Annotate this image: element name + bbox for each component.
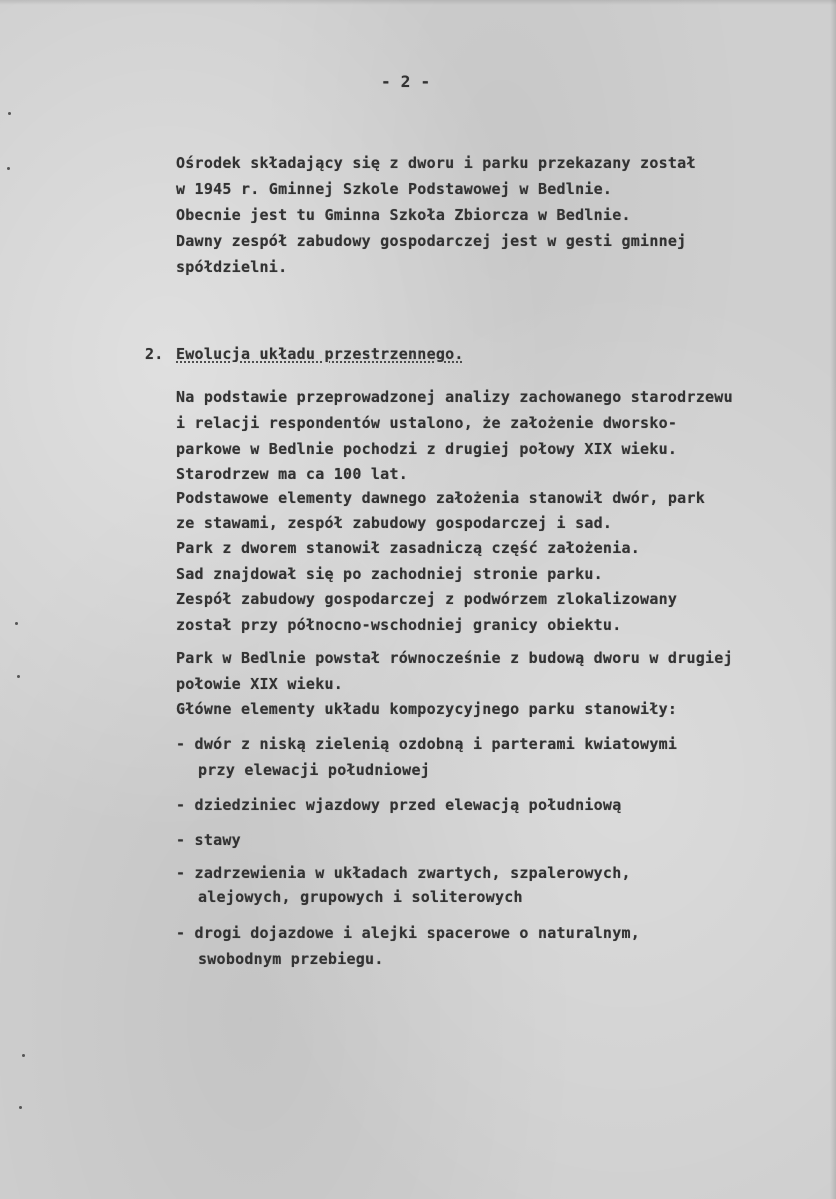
paragraph-line: Park w Bedlnie powstał równocześnie z budową dworu w drugiej (176, 649, 733, 667)
paragraph-line: Główne elementy układu kompozycyjnego parku stanowiły: (176, 700, 678, 718)
paragraph-line: został przy północno-wschodniej granicy obiektu. (176, 616, 622, 634)
paragraph-line: spółdzielni. (176, 258, 288, 276)
margin-speck (17, 675, 20, 678)
paragraph-line: Starodrzew ma ca 100 lat. (176, 465, 409, 483)
margin-speck (8, 112, 11, 115)
paragraph-line: Obecnie jest tu Gminna Szkoła Zbiorcza w Bedlnie. (176, 206, 631, 224)
page-number: - 2 - (381, 72, 431, 91)
paragraph-line: i relacji respondentów ustalono, że założenie dworsko- (176, 414, 678, 432)
paragraph-line: w 1945 r. Gminnej Szkole Podstawowej w Bedlnie. (176, 180, 613, 198)
page-right-edge (830, 0, 836, 1199)
paragraph-line: Ośrodek składający się z dworu i parku przekazany został (176, 154, 696, 172)
section-number: 2. (145, 345, 164, 363)
paragraph-line: Sad znajdował się po zachodniej stronie parku. (176, 565, 603, 583)
list-item-line: przy elewacji południowej (198, 761, 431, 779)
list-item-line: - dwór z niską zielenią ozdobną i parterami kwiatowymi (176, 735, 678, 753)
paragraph-line: Zespół zabudowy gospodarczej z podwórzem zlokalizowany (176, 590, 678, 608)
list-item-line: - dziedziniec wjazdowy przed elewacją południową (176, 796, 622, 814)
page-top-shadow (0, 0, 836, 5)
list-item-line: - drogi dojazdowe i alejki spacerowe o naturalnym, (176, 924, 641, 942)
paragraph-line: Na podstawie przeprowadzonej analizy zachowanego starodrzewu (176, 388, 733, 406)
list-item-line: - stawy (176, 831, 241, 849)
list-item-line: - zadrzewienia w układach zwartych, szpalerowych, (176, 864, 631, 882)
section-title: Ewolucja układu przestrzennego. (176, 345, 464, 363)
paragraph-line: Park z dworem stanowił zasadniczą część założenia. (176, 539, 641, 557)
paragraph-line: parkowe w Bedlnie pochodzi z drugiej połowy XIX wieku. (176, 440, 678, 458)
paragraph-line: ze stawami, zespół zabudowy gospodarczej i sad. (176, 514, 613, 532)
list-item-line: alejowych, grupowych i soliterowych (198, 888, 523, 906)
margin-speck (22, 1054, 25, 1057)
paragraph-line: Dawny zespół zabudowy gospodarczej jest w gesti gminnej (176, 232, 687, 250)
paragraph-line: połowie XIX wieku. (176, 675, 344, 693)
margin-speck (7, 167, 10, 170)
margin-speck (19, 1106, 22, 1109)
margin-speck (15, 622, 18, 625)
list-item-line: swobodnym przebiegu. (198, 950, 384, 968)
paragraph-line: Podstawowe elementy dawnego założenia stanowił dwór, park (176, 489, 706, 507)
